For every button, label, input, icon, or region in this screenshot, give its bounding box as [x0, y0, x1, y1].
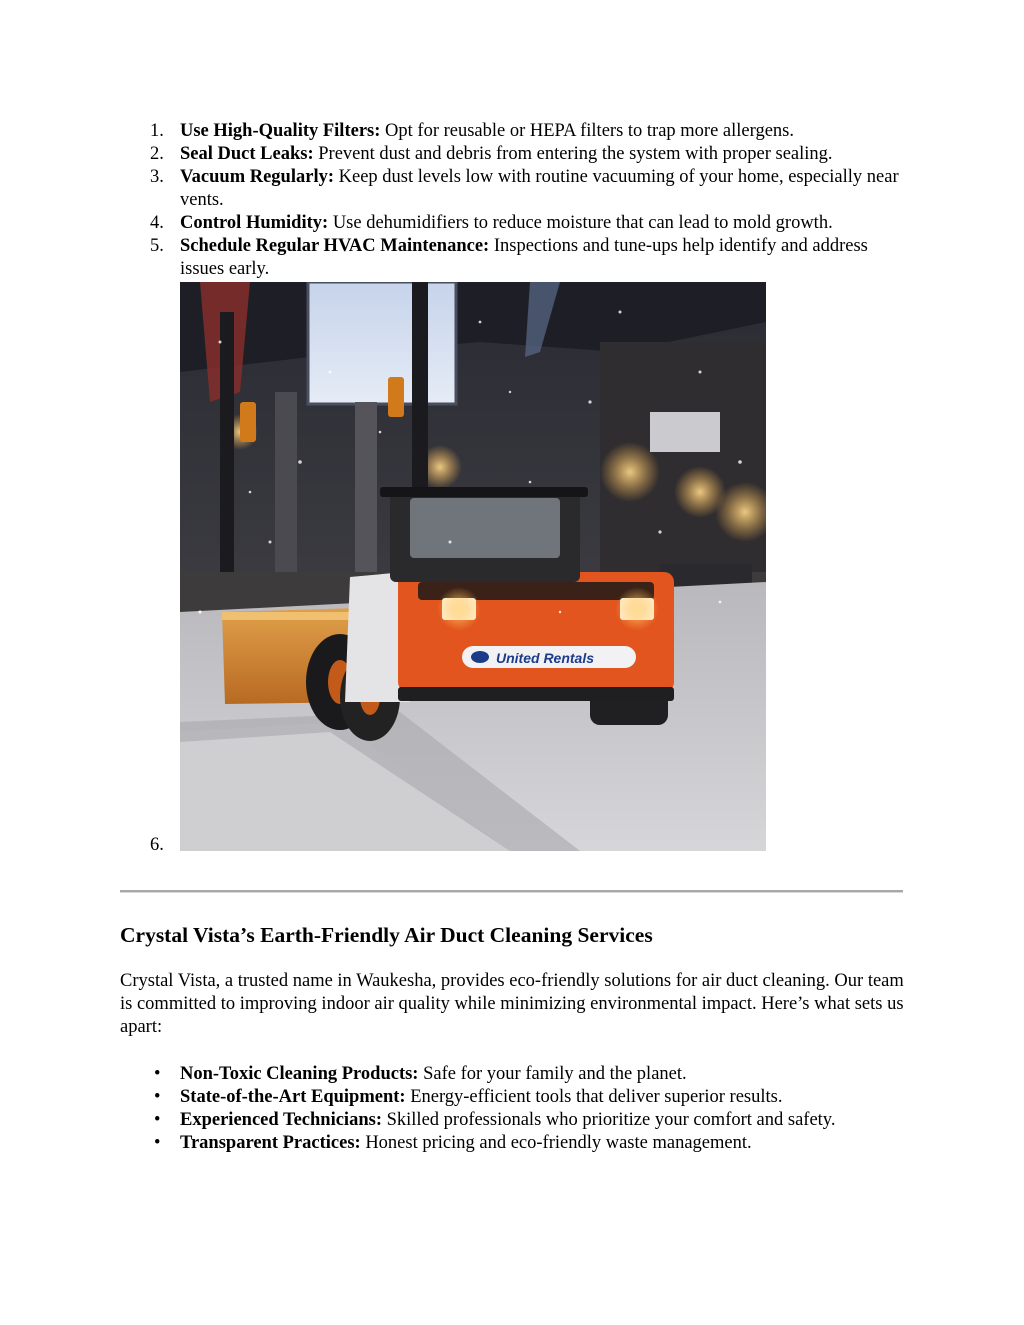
tips-list	[120, 120, 910, 281]
bullet-icon: •	[154, 1110, 161, 1130]
list-number: 3.	[150, 167, 164, 187]
list-number: 5.	[150, 236, 164, 256]
feature-item-technicians	[120, 1109, 910, 1132]
bullet-icon: •	[154, 1064, 161, 1084]
feature-title: State-of-the-Art Equipment:	[180, 1087, 406, 1107]
section-heading: Crystal Vista’s Earth-Friendly Air Duct Cleaning Services	[120, 923, 653, 947]
section-divider	[120, 890, 903, 893]
tip-title: Vacuum Regularly:	[180, 167, 334, 187]
list-number: 2.	[150, 144, 164, 164]
feature-item-practices	[120, 1132, 910, 1155]
tip-title: Use High-Quality Filters:	[180, 121, 381, 141]
tip-item-vacuum	[120, 166, 910, 212]
bullet-icon: •	[154, 1087, 161, 1107]
feature-title: Non-Toxic Cleaning Products:	[180, 1064, 419, 1084]
snow-plow-photo	[180, 282, 766, 851]
tip-title: Seal Duct Leaks:	[180, 144, 314, 164]
intro-paragraph: Crystal Vista, a trusted name in Waukesha, provides eco-friendly solutions for air duct cleaning. Our team is committed to improving indoor air quality while minimizing environmental impact. Here’s what sets us apart:	[120, 971, 904, 1037]
feature-text: Safe for your family and the planet.	[418, 1064, 687, 1084]
feature-text: Energy-efficient tools that deliver superior results.	[405, 1087, 783, 1107]
feature-title: Experienced Technicians:	[180, 1110, 382, 1130]
photo-sign-text: United Rentals	[496, 650, 595, 666]
list-number: 6.	[150, 835, 164, 855]
tip-text: Use dehumidifiers to reduce moisture that can lead to mold growth.	[328, 213, 833, 233]
list-number: 4.	[150, 213, 164, 233]
tip-text: Inspections and tune-ups help identify and address issues early.	[180, 236, 868, 279]
tip-text: Keep dust levels low with routine vacuuming of your home, especially near vents.	[180, 167, 899, 210]
tip-title: Schedule Regular HVAC Maintenance:	[180, 236, 490, 256]
tip-item-hvac	[120, 235, 910, 281]
feature-item-products	[120, 1063, 910, 1086]
feature-text: Skilled professionals who prioritize your comfort and safety.	[381, 1110, 836, 1130]
feature-title: Transparent Practices:	[180, 1133, 361, 1153]
tip-item-filters	[120, 120, 910, 143]
features-list	[120, 1063, 910, 1155]
tip-item-seal	[120, 143, 910, 166]
bullet-icon: •	[154, 1133, 161, 1153]
tip-item-humidity	[120, 212, 910, 235]
tip-text: Opt for reusable or HEPA filters to trap more allergens.	[380, 121, 794, 141]
list-number: 1.	[150, 121, 164, 141]
feature-item-equipment	[120, 1086, 910, 1109]
tip-title: Control Humidity:	[180, 213, 329, 233]
tip-text: Prevent dust and debris from entering the system with proper sealing.	[313, 144, 833, 164]
photo-list-item	[120, 282, 820, 855]
feature-text: Honest pricing and eco-friendly waste management.	[360, 1133, 752, 1153]
